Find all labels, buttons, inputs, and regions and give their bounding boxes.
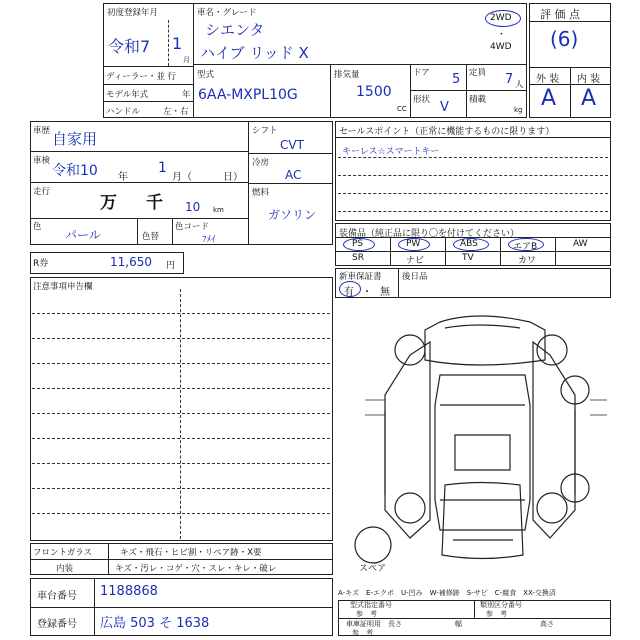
equip-abs: ABS — [460, 239, 478, 249]
shape-value: V — [440, 100, 449, 115]
dealer-label: ディーラー・並 行 — [106, 72, 177, 82]
equip-airbag: エアB — [513, 242, 538, 252]
inspection-year-unit: 年 — [118, 172, 128, 183]
equipment-label: 装備品（純正品に限り〇を付けてください） — [339, 229, 520, 239]
load-label: 積載 — [469, 95, 487, 105]
capacity-label: 定員 — [469, 68, 487, 78]
mileage-man: 万 — [100, 193, 117, 213]
history-label: 車歴 — [33, 126, 51, 136]
handle-label: ハンドル — [106, 107, 141, 117]
shift-value: CVT — [280, 138, 304, 152]
equip-leather: カワ — [518, 256, 537, 266]
recycle-unit: 円 — [166, 261, 176, 271]
ac-value: AC — [285, 168, 302, 182]
equip-pw: PW — [406, 239, 421, 249]
color-value: パール — [65, 228, 101, 242]
car-diagram — [345, 300, 610, 585]
mileage-sen: 千 — [146, 193, 163, 213]
first-reg-month: 1 — [172, 34, 183, 53]
equip-aw: AW — [573, 239, 588, 249]
capacity-value: 7 — [505, 72, 514, 87]
ref2-label: 参 考 — [486, 610, 507, 618]
interior-value: A — [581, 86, 597, 111]
warranty-no: 無 — [380, 287, 390, 298]
notes-panel — [30, 277, 333, 541]
model-value: 6AA-MXPL10G — [198, 87, 298, 103]
cert-label: 車庫証明用 — [346, 620, 381, 628]
rating-score: (6) — [550, 27, 579, 51]
first-reg-label: 初度登録年月 — [107, 8, 159, 18]
fuel-value: ガソリン — [268, 208, 317, 222]
rating-label: 評 価 点 — [540, 8, 580, 21]
doors-label: ドア — [413, 68, 430, 78]
interior-cond-value: キズ・汚レ・コゲ・穴・スレ・キレ・破レ — [115, 564, 277, 574]
load-unit: kg — [514, 106, 523, 114]
windshield-value: キズ・飛石・ヒビ割・リペア跡・X要 — [120, 548, 262, 558]
ac-label: 冷房 — [252, 158, 270, 168]
plate-value: 広島 503 そ 1638 — [100, 616, 210, 631]
windshield-label: フロントガラス — [33, 548, 92, 558]
displacement-label: 排気量 — [334, 70, 360, 80]
mileage-value: 10 — [185, 200, 201, 214]
plate-label: 登録番号 — [37, 619, 77, 630]
displacement-value: 1500 — [356, 84, 392, 100]
interior-color-label: 色替 — [142, 232, 160, 242]
car-name-label: 車名・グレード — [197, 8, 257, 18]
type-label: 型式指定番号 — [350, 601, 392, 609]
km-unit: km — [213, 206, 224, 214]
drive-4wd: 4WD — [490, 42, 512, 52]
shape-label: 形状 — [413, 95, 431, 105]
class-label: 類別区分番号 — [480, 601, 522, 609]
exterior-label: 外 装 — [536, 74, 560, 85]
shift-label: シフト — [252, 126, 278, 136]
car-grade: ハイブ リッド X — [200, 44, 309, 62]
cc-unit: CC — [397, 105, 407, 113]
color-code-value: ﾌﾒｲ — [202, 235, 216, 245]
car-name: シエンタ — [205, 21, 265, 39]
aftermarket-label: 後日品 — [402, 272, 428, 282]
capacity-unit: 人 — [515, 80, 524, 90]
warranty-yes: 有 — [344, 287, 354, 298]
sales-point-label: セールスポイント（正常に機能するものに限ります） — [339, 127, 555, 137]
drive-dot: ・ — [497, 30, 507, 40]
equip-navi: ナビ — [406, 256, 425, 266]
month-unit: 月 — [183, 56, 190, 64]
equip-tv: TV — [462, 253, 474, 263]
spare-label: スペア — [359, 564, 387, 574]
inspection-month-unit: 月（ — [172, 172, 192, 183]
recycle-panel — [30, 252, 184, 274]
recycle-value: 11,650 — [110, 255, 152, 269]
inspection-era: 令和10 — [52, 163, 98, 179]
width-label: 幅 — [455, 620, 462, 628]
mileage-label: 走行 — [33, 187, 51, 197]
model-year-label: モデル年式 — [106, 90, 149, 100]
interior-cond-label: 内装 — [56, 564, 74, 574]
chassis-value: 1188868 — [100, 584, 158, 599]
year-unit: 年 — [182, 90, 191, 100]
first-reg-era: 令和7 — [108, 37, 151, 56]
doors-value: 5 — [452, 72, 461, 87]
warranty-sep: ・ — [362, 287, 372, 298]
inspection-day-unit: 日） — [223, 172, 243, 183]
color-code-label: 色コード — [175, 222, 210, 232]
ref1-label: 参 考 — [356, 610, 377, 618]
length-label: 長さ — [388, 620, 402, 628]
inspection-label: 車検 — [33, 156, 51, 166]
exterior-value: A — [541, 86, 557, 111]
handle-value: 左・右 — [163, 107, 189, 117]
sales-point-line1: キーレス☆スマートキー — [342, 147, 440, 157]
color-label: 色 — [33, 222, 42, 232]
equip-ps: PS — [352, 239, 364, 249]
ref3-label: 参 考 — [352, 629, 373, 637]
drive-2wd: 2WD — [490, 13, 512, 23]
notes-label: 注意事項申告欄 — [33, 282, 93, 292]
warranty-label: 新車保証書 — [339, 272, 382, 282]
damage-legend: A-キズ E-エクボ U-凹み W-補修跡 S-サビ C-腐食 XX-交換済 — [338, 589, 556, 597]
history-value: 自家用 — [52, 130, 98, 148]
interior-label: 内 装 — [577, 74, 601, 85]
model-label: 型式 — [197, 70, 215, 80]
equip-sr: SR — [352, 253, 364, 263]
chassis-label: 車台番号 — [37, 591, 77, 602]
fuel-label: 燃料 — [252, 188, 270, 198]
recycle-label: R券 — [33, 259, 49, 269]
height-label: 高さ — [540, 620, 554, 628]
inspection-month: 1 — [158, 160, 167, 176]
